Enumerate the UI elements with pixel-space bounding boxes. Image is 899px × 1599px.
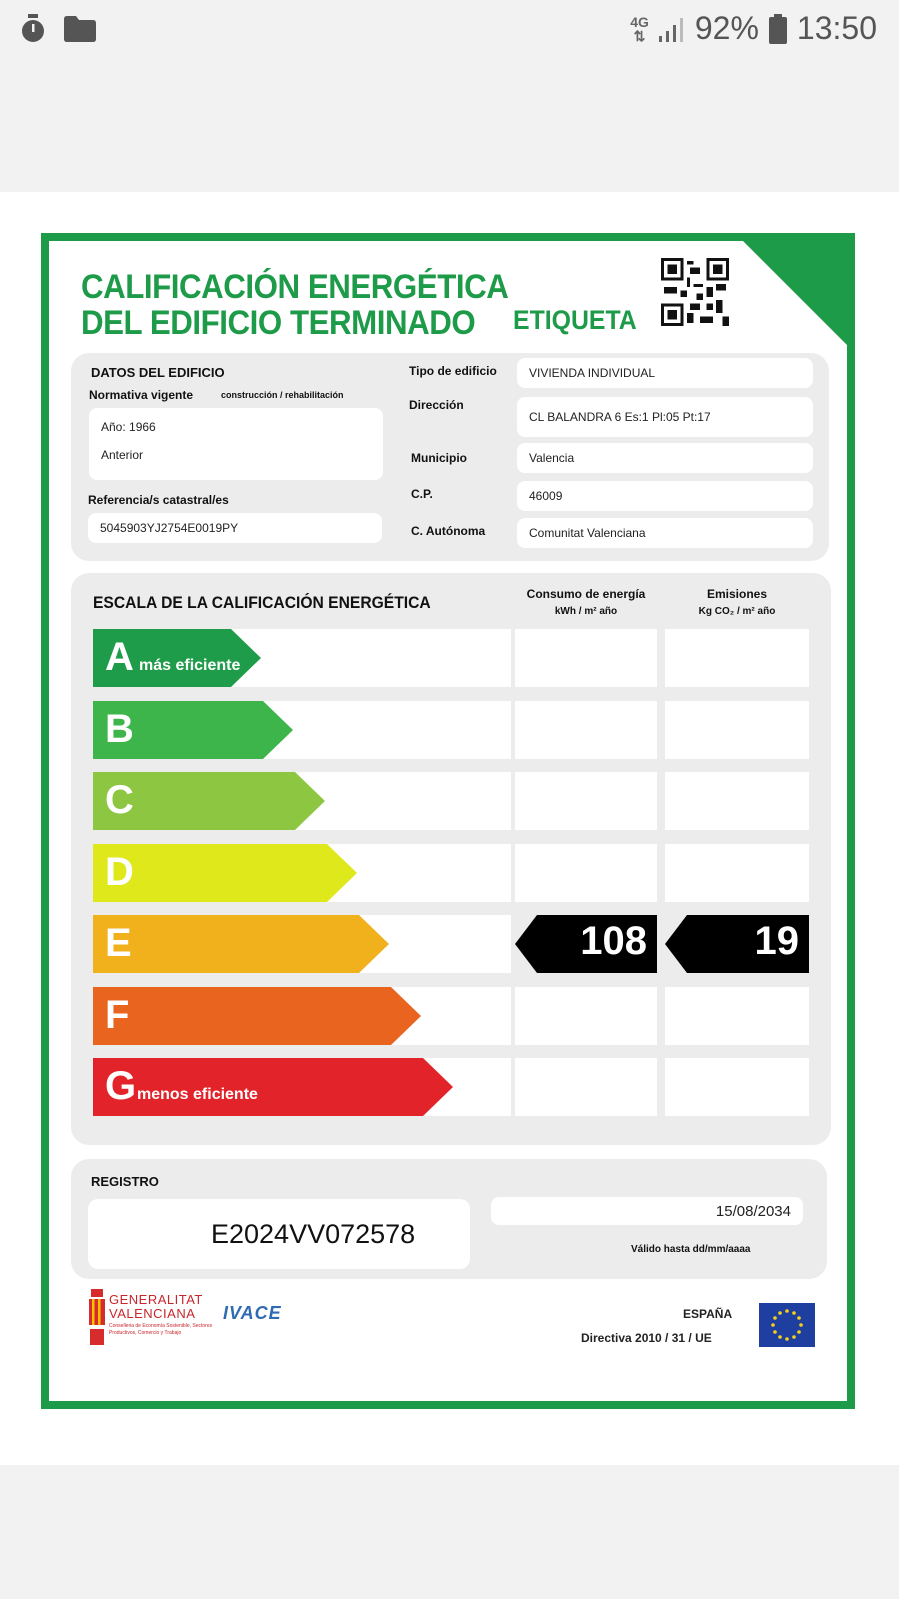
label-title: CALIFICACIÓN ENERGÉTICA DEL EDIFICIO TERMINADO: [81, 268, 509, 342]
catastral-label: Referencia/s catastral/es: [88, 493, 229, 507]
class-letter: E: [105, 921, 132, 965]
signal-icon: [659, 16, 685, 42]
emisiones-cell: [665, 987, 809, 1045]
scale-title: ESCALA DE LA CALIFICACIÓN ENERGÉTICA: [93, 593, 431, 612]
class-arrow-c: [93, 772, 325, 830]
consumo-cell: [515, 1058, 657, 1116]
directive: Directiva 2010 / 31 / UE: [581, 1331, 712, 1345]
class-letter: B: [105, 706, 134, 751]
valid-date: 15/08/2034: [715, 1202, 791, 1220]
building-data-panel: [71, 353, 829, 561]
registro-panel: [71, 1159, 827, 1279]
section-title-building: DATOS DEL EDIFICIO: [91, 365, 225, 380]
normativa-label: Normativa vigente: [89, 388, 194, 402]
gva-line2: VALENCIANA: [109, 1306, 196, 1321]
emisiones-cell: [665, 1058, 809, 1116]
normativa-value: Anterior: [101, 448, 144, 462]
class-arrow-d: [93, 844, 357, 902]
gva-shield-icon: [87, 1289, 107, 1347]
stopwatch-icon: [20, 14, 46, 44]
catastral-field: 5045903YJ2754E0019PY: [88, 513, 382, 543]
year-value: Año: 1966: [101, 420, 156, 434]
energy-label: [41, 233, 855, 1409]
tipo-field: VIVIENDA INDIVIDUAL: [517, 358, 813, 388]
emisiones-header: Emisiones Kg CO₂ / m² año: [698, 587, 776, 617]
corner-decoration: [735, 233, 855, 353]
class-letter: F: [105, 992, 130, 1037]
label-tag: ETIQUETA: [513, 305, 637, 335]
consumo-cell: [515, 701, 657, 759]
cp-field: 46009: [517, 481, 813, 511]
direccion-field: CL BALANDRA 6 Es:1 Pl:05 Pt:17: [517, 397, 813, 437]
class-arrow-e: [93, 915, 389, 973]
consumo-cell: [515, 629, 657, 687]
consumo-cell: [515, 987, 657, 1045]
class-letter: A: [105, 635, 134, 679]
autonoma-label: C. Autónoma: [411, 524, 486, 538]
class-arrow-g: [93, 1058, 453, 1116]
qr-code[interactable]: [661, 258, 729, 326]
class-letter: G: [105, 1064, 137, 1108]
valid-label: Válido hasta dd/mm/aaaa: [631, 1244, 751, 1255]
network-type: 4G ⇅: [630, 13, 649, 44]
emisiones-cell: [665, 844, 809, 902]
battery-percent: 92%: [694, 10, 759, 46]
status-bar: [0, 0, 899, 62]
class-arrow-b: [93, 701, 293, 759]
class-letter: D: [105, 849, 134, 894]
consumo-rating-marker: [515, 915, 657, 973]
registro-number: E2024VV072578: [211, 1219, 416, 1249]
cp-label: C.P.: [411, 487, 433, 501]
municipio-label: Municipio: [411, 451, 467, 465]
emisiones-cell: [665, 772, 809, 830]
normativa-box: [89, 408, 383, 480]
class-arrow-f: [93, 987, 421, 1045]
consumo-cell: [515, 844, 657, 902]
class-description: más eficiente: [139, 657, 241, 674]
gva-sub: Conselleria de Economía Sostenible, Sectores Productivos, Comercio y Trabajo: [109, 1323, 213, 1336]
consumo-value: 108: [580, 919, 647, 963]
eu-flag-icon: [759, 1303, 815, 1347]
emisiones-value: 19: [754, 919, 799, 963]
emisiones-cell: [665, 701, 809, 759]
direccion-label: Dirección: [409, 398, 464, 412]
emisiones-cell: [665, 629, 809, 687]
normativa-note: construcción / rehabilitación: [221, 390, 344, 400]
consumo-cell: [515, 772, 657, 830]
class-letter: C: [105, 778, 134, 822]
class-description: menos eficiente: [137, 1086, 258, 1103]
ivace-logo: IVACE: [223, 1303, 282, 1323]
emisiones-rating-marker: [665, 915, 809, 973]
scale-panel: [71, 573, 831, 1145]
battery-icon: [769, 14, 787, 44]
gva-line1: GENERALITAT: [109, 1292, 203, 1307]
clock: 13:50: [796, 10, 877, 46]
tipo-label: Tipo de edificio: [409, 364, 497, 378]
registro-label: REGISTRO: [91, 1174, 159, 1189]
consumo-header: Consumo de energía kWh / m² año: [526, 587, 646, 617]
municipio-field: Valencia: [517, 443, 813, 473]
autonoma-field: Comunitat Valenciana: [517, 518, 813, 548]
valid-date-field: [491, 1197, 803, 1225]
country: ESPAÑA: [683, 1307, 733, 1321]
class-arrow-a: [93, 629, 261, 687]
folder-icon: [64, 16, 96, 42]
